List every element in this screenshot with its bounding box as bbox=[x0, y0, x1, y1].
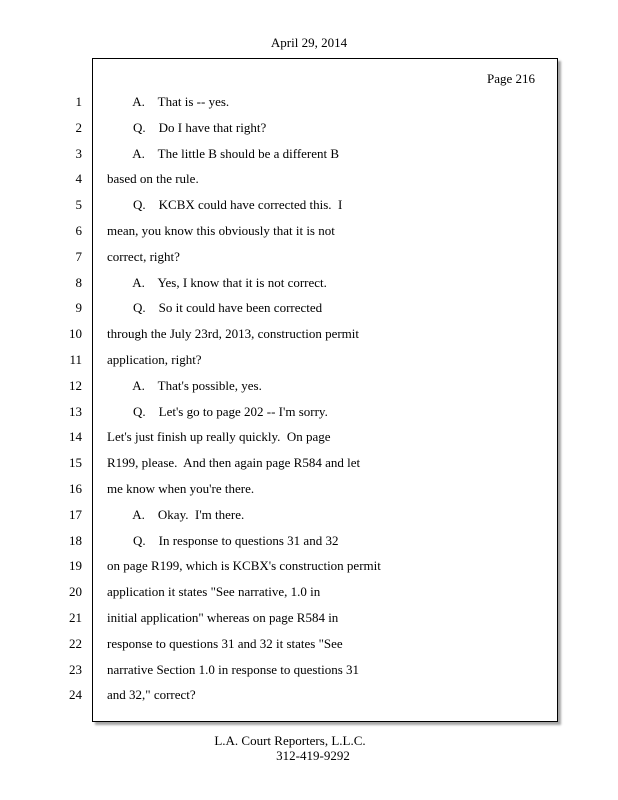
line-text: Q. In response to questions 31 and 32 bbox=[107, 533, 339, 548]
line-number: 6 bbox=[75, 223, 82, 238]
header-date: April 29, 2014 bbox=[270, 35, 348, 50]
line-text: narrative Section 1.0 in response to questions 31 bbox=[107, 662, 360, 677]
line-number: 19 bbox=[69, 558, 82, 573]
line-text: and 32," correct? bbox=[107, 687, 196, 702]
line-number: 17 bbox=[69, 507, 82, 522]
line-text: Q. So it could have been corrected bbox=[107, 300, 323, 315]
line-number: 5 bbox=[75, 197, 82, 212]
line-number: 23 bbox=[69, 662, 82, 677]
line-number: 20 bbox=[69, 584, 82, 599]
line-number: 9 bbox=[75, 300, 82, 315]
line-number: 18 bbox=[69, 533, 82, 548]
line-number: 4 bbox=[75, 171, 82, 186]
line-text: A. That's possible, yes. bbox=[107, 378, 262, 393]
line-number: 1 bbox=[75, 94, 82, 109]
line-text: application, right? bbox=[107, 352, 202, 367]
line-text: correct, right? bbox=[107, 249, 180, 264]
line-text: me know when you're there. bbox=[107, 481, 255, 496]
line-number: 24 bbox=[69, 687, 82, 702]
line-text: mean, you know this obviously that it is not bbox=[107, 223, 335, 238]
footer-company: L.A. Court Reporters, L.L.C. bbox=[214, 733, 366, 748]
line-number: 16 bbox=[69, 481, 82, 496]
line-text: A. Yes, I know that it is not correct. bbox=[107, 275, 327, 290]
line-number: 3 bbox=[75, 146, 82, 161]
line-text: Q. KCBX could have corrected this. I bbox=[107, 197, 343, 212]
line-text: Let's just finish up really quickly. On page bbox=[107, 429, 331, 444]
line-number: 14 bbox=[69, 429, 82, 444]
footer-phone: 312-419-9292 bbox=[276, 748, 350, 763]
line-text: A. Okay. I'm there. bbox=[107, 507, 245, 522]
page-number: Page 216 bbox=[486, 71, 535, 86]
line-text: initial application" whereas on page R584 in bbox=[107, 610, 339, 625]
line-number: 22 bbox=[69, 636, 82, 651]
line-text: application it states "See narrative, 1.0 in bbox=[107, 584, 321, 599]
line-number: 11 bbox=[69, 352, 82, 367]
line-number: 12 bbox=[69, 378, 82, 393]
line-number: 2 bbox=[75, 120, 82, 135]
line-number: 15 bbox=[69, 455, 82, 470]
line-number: 10 bbox=[69, 326, 82, 341]
line-text: through the July 23rd, 2013, construction permit bbox=[107, 326, 360, 341]
line-text: Q. Do I have that right? bbox=[107, 120, 267, 135]
line-text: based on the rule. bbox=[107, 171, 199, 186]
line-number: 21 bbox=[69, 610, 82, 625]
line-text: response to questions 31 and 32 it states "See bbox=[107, 636, 343, 651]
line-number: 8 bbox=[75, 275, 82, 290]
line-text: on page R199, which is KCBX's construction permit bbox=[107, 558, 381, 573]
line-text: A. That is -- yes. bbox=[107, 94, 230, 109]
line-number: 7 bbox=[75, 249, 82, 264]
line-text: A. The little B should be a different B bbox=[107, 146, 340, 161]
line-number: 13 bbox=[69, 404, 82, 419]
line-text: Q. Let's go to page 202 -- I'm sorry. bbox=[107, 404, 328, 419]
line-text: R199, please. And then again page R584 and let bbox=[107, 455, 361, 470]
